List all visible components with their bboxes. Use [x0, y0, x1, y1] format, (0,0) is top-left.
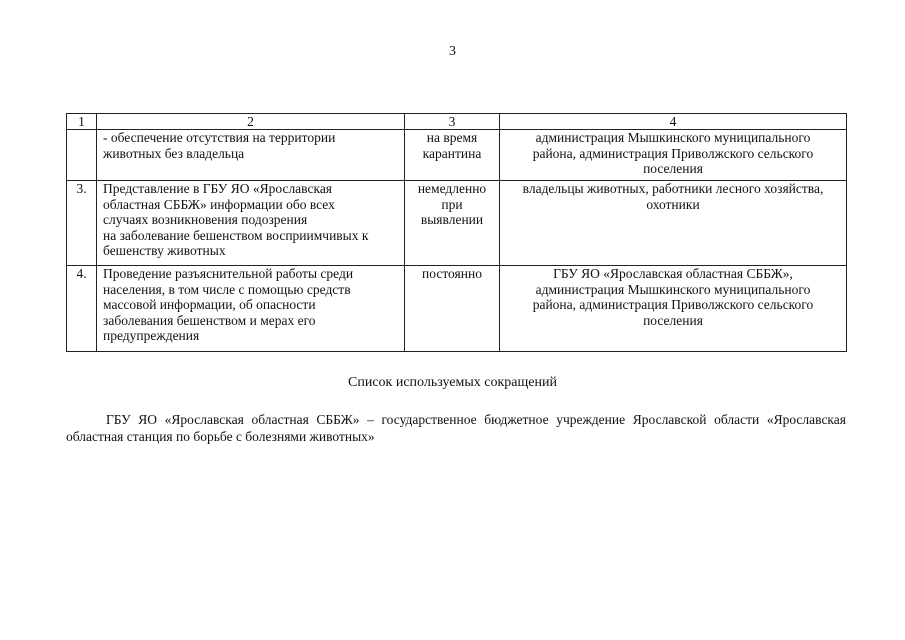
term-line: немедленно: [417, 181, 487, 196]
table-row: [67, 130, 847, 181]
term-line: карантина: [422, 145, 482, 161]
measure-line: массовой информации, об опасности: [103, 297, 316, 312]
term-line: на время: [426, 130, 478, 145]
table-row: [67, 266, 847, 352]
column-header: 1: [67, 114, 97, 130]
measure-cell: [97, 130, 405, 181]
term-cell: [405, 266, 500, 352]
measure-line: Проведение разъяснительной работы среди: [103, 266, 354, 281]
term-line: выявлении: [420, 212, 484, 227]
measure-line: заболевания бешенством и мерах его: [103, 312, 316, 328]
responsible-line: района, администрация Приволжского сельского: [532, 297, 814, 312]
row-number: 3.: [67, 181, 97, 266]
column-header: 3: [405, 114, 500, 130]
term-cell: [405, 130, 500, 181]
term-line: постоянно: [422, 266, 482, 281]
responsible-cell: [500, 130, 847, 181]
page-number: 3: [449, 44, 456, 59]
measure-cell: [97, 181, 405, 266]
responsible-line: поселения: [643, 312, 703, 328]
responsible-line: поселения: [643, 161, 703, 176]
measure-line: областная СББЖ» информации обо всех: [103, 196, 335, 212]
measure-line: бешенству животных: [103, 243, 226, 258]
row-number: 4.: [67, 266, 97, 352]
column-header: 2: [97, 114, 405, 130]
abbreviations-title: Список используемых сокращений: [348, 375, 557, 390]
measures-table: [66, 113, 847, 352]
measure-line: - обеспечение отсутствия на территории: [103, 130, 336, 145]
responsible-line: владельцы животных, работники лесного хозяйства,: [522, 181, 824, 196]
measure-line: населения, в том числе с помощью средств: [103, 281, 351, 297]
responsible-line: района, администрация Приволжского сельского: [532, 145, 814, 161]
measure-line: животных без владельца: [103, 145, 245, 161]
column-header: 4: [500, 114, 847, 130]
measure-line: случаях возникновения подозрения: [103, 212, 308, 227]
term-cell: [405, 181, 500, 266]
responsible-line: администрация Мышкинского муниципального: [535, 130, 811, 145]
responsible-line: ГБУ ЯО «Ярославская областная СББЖ»,: [553, 266, 793, 281]
abbreviations-text: ГБУ ЯО «Ярославская областная СББЖ» – государственное бюджетное учреждение Ярославской области «Ярославская областная станция по борьбе с болезнями животных»: [66, 412, 846, 444]
responsible-line: администрация Мышкинского муниципального: [535, 281, 811, 297]
measure-line: на заболевание бешенством восприимчивых к: [103, 227, 369, 243]
responsible-cell: [500, 181, 847, 266]
responsible-cell: [500, 266, 847, 352]
row-number: [67, 130, 97, 181]
table-row: [67, 181, 847, 266]
measure-cell: [97, 266, 405, 352]
responsible-line: охотники: [646, 196, 700, 212]
measure-line: предупреждения: [103, 328, 200, 343]
table-header-row: [67, 114, 847, 130]
measure-line: Представление в ГБУ ЯО «Ярославская: [103, 181, 333, 196]
term-line: при: [441, 196, 463, 212]
